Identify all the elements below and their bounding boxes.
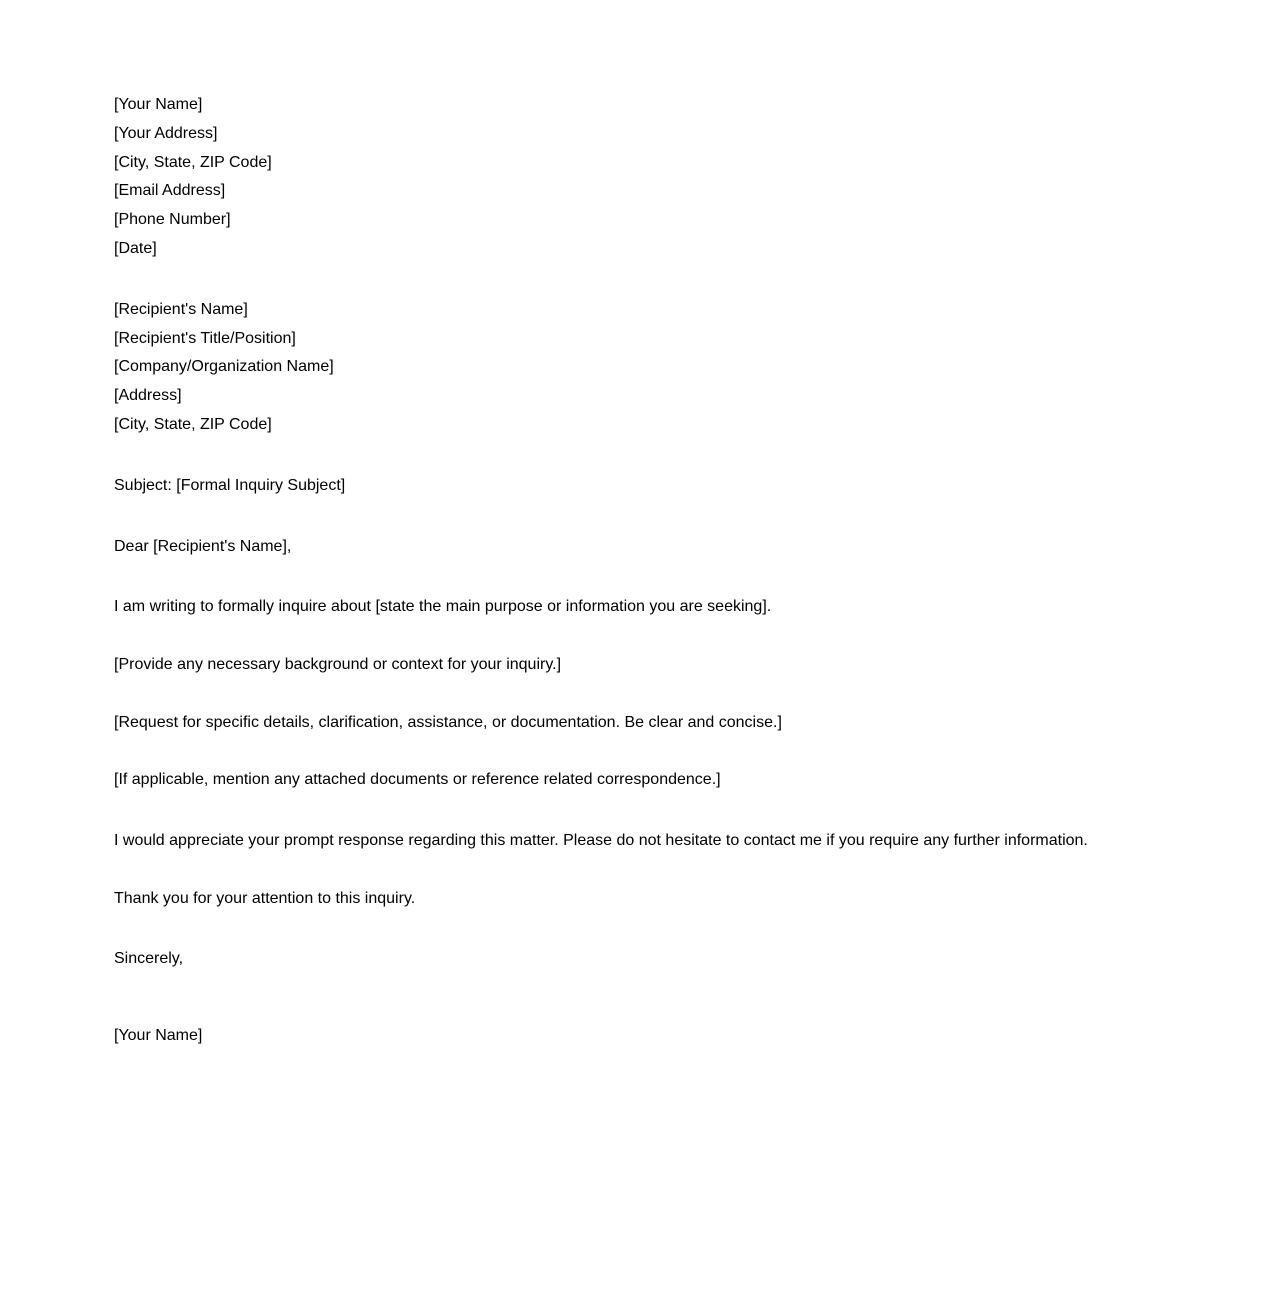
subject-line: Subject: [Formal Inquiry Subject] [114, 477, 346, 494]
sender-email: [Email Address] [114, 182, 226, 199]
recipient-city-state-zip: [City, State, ZIP Code] [114, 416, 272, 433]
sender-phone: [Phone Number] [114, 211, 231, 228]
closing: Sincerely, [114, 950, 184, 967]
letter-date: [Date] [114, 240, 157, 257]
recipient-company: [Company/Organization Name] [114, 358, 334, 375]
recipient-address: [Address] [114, 387, 182, 404]
recipient-title: [Recipient's Title/Position] [114, 330, 296, 347]
body-paragraph: Thank you for your attention to this inquiry. [114, 890, 416, 907]
body-paragraph: [If applicable, mention any attached documents or reference related correspondence.] [114, 771, 721, 788]
body-paragraph: I would appreciate your prompt response regarding this matter. Please do not hesitate to contact me if you require any further information. [114, 832, 1088, 849]
sender-name: [Your Name] [114, 96, 203, 113]
body-paragraph: I am writing to formally inquire about [state the main purpose or information you are seeking]. [114, 598, 772, 615]
body-paragraph: [Provide any necessary background or context for your inquiry.] [114, 656, 562, 673]
salutation: Dear [Recipient's Name], [114, 538, 292, 555]
recipient-name: [Recipient's Name] [114, 301, 248, 318]
sender-address: [Your Address] [114, 125, 218, 142]
signature-name: [Your Name] [114, 1027, 203, 1044]
sender-city-state-zip: [City, State, ZIP Code] [114, 154, 272, 171]
body-paragraph: [Request for specific details, clarification, assistance, or documentation. Be clear and concise.] [114, 714, 782, 731]
